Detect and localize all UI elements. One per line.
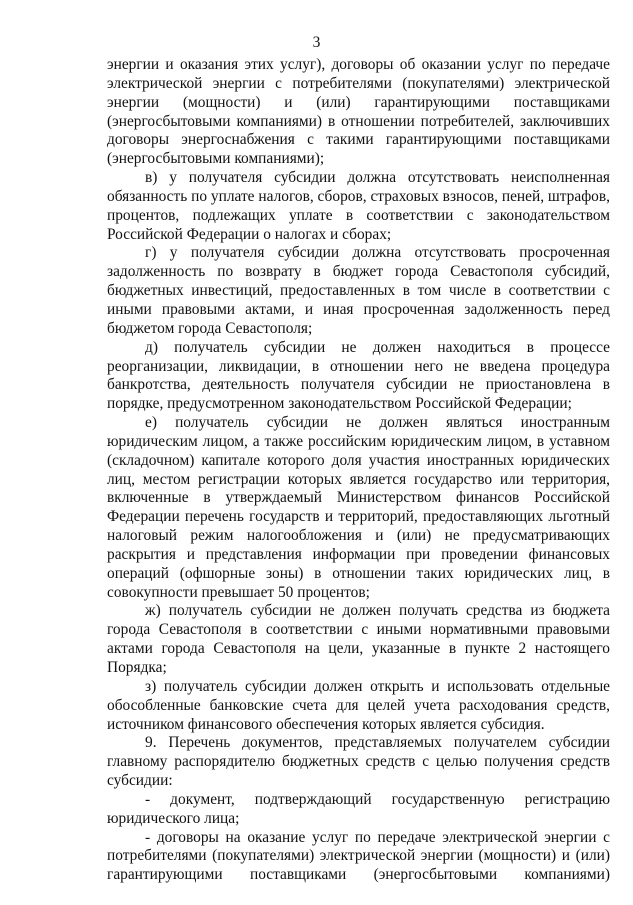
paragraph-item-v: в) у получателя субсидии должна отсутствовать неисполненная обязанность по уплате налогов, сборов, страховых взносов, пеней, штрафов, процентов, подлежащих уплате в соответствии с законодательством Российской Федерации о налогах и сборах; xyxy=(107,169,610,243)
list-item-service-contracts: - договоры на оказание услуг по передаче электрической энергии с потребителями (покупателями) электрической энергии (мощности) и (или) гарантирующими поставщиками (энергосбытовыми компаниями) xyxy=(107,828,610,884)
paragraph-item-z: з) получатель субсидии должен открыть и использовать отдельные обособленные банковские счета для целей учета расходования средств, источником финансового обеспечения которых является субсидия. xyxy=(107,677,610,733)
paragraph-item-d: д) получатель субсидии не должен находиться в процессе реорганизации, ликвидации, в отношении него не введена процедура банкротства, деятельность получателя субсидии не приостановлена в порядке, предусмотренном законодательством Российской Федерации; xyxy=(107,338,610,413)
page-number: 3 xyxy=(312,34,321,51)
paragraph-item-e: е) получатель субсидии не должен являться иностранным юридическим лицом, а также российским юридическим лицом, в уставном (складочном) капитале которого доля участия иностранных юридических лиц, местом регистрации которых является государство или территория, включенные в утверждаемый Министерством финансов Российской Федерации перечень государств и территорий, предоставляющих льготный налоговый режим налогообложения и (или) не предусматривающих раскрытия и представления информации при проведении финансовых операций (офшорные зоны) в отношении таких юридических лиц, в совокупности превышает 50 процентов; xyxy=(107,414,610,601)
paragraph-item-g: г) у получателя субсидии должна отсутствовать просроченная задолженность по возврату в бюджет города Севастополя субсидий, бюджетных инвестиций, предоставленных в том числе в соответствии с иными правовыми актами, и иная просроченная задолженность перед бюджетом города Севастополя; xyxy=(107,244,610,337)
list-item-registration-document: - документ, подтверждающий государственную регистрацию юридического лица; xyxy=(107,790,610,827)
paragraph-contracts-continuation: энергии и оказания этих услуг), договоры об оказании услуг по передаче электрической энергии с потребителями (покупателями) электрической энергии (мощности) и (или) гарантирующими поставщиками (энергосбытовыми компаниями) в отношении потребителей, заключивших договоры энергоснабжения с такими гарантирующими поставщиками (энергосбытовыми компаниями); xyxy=(107,56,610,168)
paragraph-section-9: 9. Перечень документов, представляемых получателем субсидии главному распорядителю бюджетных средств с целью получения средств субсидии: xyxy=(107,734,610,790)
document-body xyxy=(107,56,610,885)
paragraph-item-zh: ж) получатель субсидии не должен получать средства из бюджета города Севастополя в соответствии с иными нормативными правовыми актами города Севастополя на цели, указанные в пункте 2 настоящего Порядка; xyxy=(107,602,610,676)
